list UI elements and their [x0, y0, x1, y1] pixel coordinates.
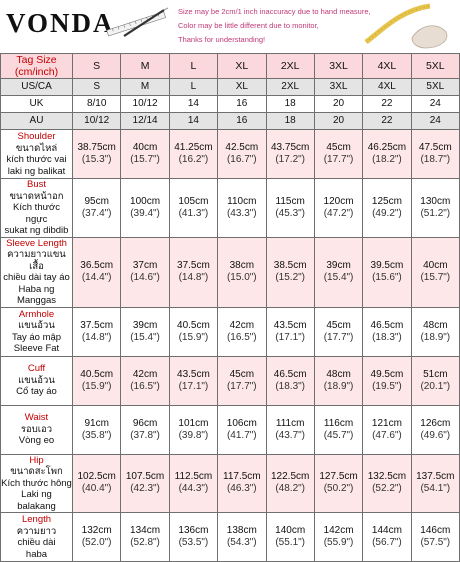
cm-value: 38.5cm	[273, 260, 307, 271]
cm-value: 46.5cm	[273, 368, 307, 380]
cm-value: 43.75cm	[271, 142, 310, 153]
size-system-value: 24	[411, 96, 459, 113]
inch-value: (45.3")	[275, 207, 306, 219]
measurement-label	[1, 405, 73, 454]
measurement-label	[1, 130, 73, 179]
measurement-value	[314, 307, 362, 356]
measurement-value	[73, 237, 121, 307]
inch-value: (14.4")	[81, 272, 112, 283]
inch-value: (53.5")	[178, 537, 209, 548]
measurement-value	[411, 513, 459, 562]
inch-value: (52.2")	[372, 483, 402, 495]
measurement-translation: แขนอ้วน	[18, 320, 55, 331]
inch-value: (52.0")	[81, 537, 112, 548]
size-header: 4XL	[363, 54, 411, 79]
inch-value: (56.7")	[372, 537, 402, 548]
measurement-name: Waist	[24, 412, 49, 424]
cm-value: 42cm	[132, 368, 158, 380]
cm-value: 112.5cm	[174, 471, 213, 483]
size-header: M	[121, 54, 169, 79]
inch-value: (48.2")	[275, 483, 306, 495]
measurement-value	[266, 454, 314, 513]
measurement-value	[73, 513, 121, 562]
cm-value: 45cm	[229, 368, 255, 380]
cm-value: 121cm	[371, 417, 402, 429]
inch-value: (45.7")	[323, 429, 354, 441]
cm-value: 40cm	[423, 260, 448, 271]
inch-value: (16.2")	[178, 154, 209, 165]
measurement-value	[266, 405, 314, 454]
inch-value: (17.1")	[275, 331, 306, 343]
cm-value: 107.5cm	[125, 471, 165, 483]
measurement-value	[73, 454, 121, 513]
cm-value: 42cm	[229, 319, 255, 331]
measurement-translation: haba	[25, 548, 48, 560]
inch-value: (18.7")	[420, 154, 451, 165]
size-header: S	[73, 54, 121, 79]
size-system-value: 12/14	[121, 113, 169, 130]
measurement-value	[218, 454, 266, 513]
measurement-value	[169, 356, 217, 405]
size-system-value: 8/10	[73, 96, 121, 113]
inch-value: (41.3")	[178, 207, 209, 219]
measurement-value	[363, 513, 411, 562]
measurement-row	[1, 130, 460, 179]
cm-value: 102.5cm	[77, 471, 116, 483]
cm-value: 46.25cm	[367, 142, 407, 153]
measurement-value	[314, 356, 362, 405]
measurement-label	[1, 454, 73, 513]
measurement-value	[314, 130, 362, 179]
cm-value: 42.5cm	[225, 142, 259, 153]
brand-logo: VONDA	[6, 8, 115, 38]
size-system-value: 4XL	[363, 79, 411, 96]
measurement-row	[1, 356, 460, 405]
measurement-value	[314, 179, 362, 238]
inch-value: (15.9")	[81, 380, 112, 392]
cm-value: 117.5cm	[223, 471, 261, 483]
measurement-value	[169, 405, 217, 454]
size-system-value: 22	[363, 113, 411, 130]
size-system-row	[1, 96, 460, 113]
measurement-translation: ขนาดหน้าอก	[9, 190, 64, 202]
size-system-value: 18	[266, 96, 314, 113]
size-system-value: 16	[218, 96, 266, 113]
inch-value: (18.3")	[372, 331, 402, 343]
size-system-value: 2XL	[266, 79, 314, 96]
inch-value: (54.1")	[420, 483, 451, 495]
measurement-label	[1, 513, 73, 562]
size-system-value: M	[121, 79, 169, 96]
inch-value: (18.9")	[420, 331, 451, 343]
inch-value: (14.8")	[81, 331, 112, 343]
measurement-value	[314, 405, 362, 454]
size-chart-table	[0, 53, 460, 562]
measurement-translation: Sleeve Fat	[13, 343, 60, 354]
measurement-value	[121, 405, 169, 454]
cm-value: 37.5cm	[177, 260, 210, 271]
measurement-value	[266, 179, 314, 238]
note-line: Thanks for understanding!	[178, 35, 266, 44]
cm-value: 125cm	[371, 195, 402, 207]
cm-value: 43.5cm	[177, 368, 210, 380]
cm-value: 101cm	[178, 417, 209, 429]
note-line: Color may be little different due to monitor,	[178, 21, 319, 30]
measurement-value	[218, 179, 266, 238]
measurement-translation: Tay áo mập	[11, 331, 62, 343]
cm-value: 142cm	[323, 525, 354, 536]
size-system-value: S	[73, 79, 121, 96]
cm-value: 49.5cm	[370, 368, 404, 380]
size-header: 5XL	[411, 54, 459, 79]
inch-value: (15.3")	[81, 154, 112, 165]
inch-value: (20.1")	[420, 380, 451, 392]
inch-value: (47.2")	[323, 207, 354, 219]
cm-value: 39cm	[132, 319, 158, 331]
inch-value: (17.2")	[275, 154, 306, 165]
size-header: 3XL	[314, 54, 362, 79]
measurement-value	[73, 130, 121, 179]
measurement-value	[73, 356, 121, 405]
measurement-value	[314, 454, 362, 513]
measurement-value	[121, 237, 169, 307]
measurement-translation: ความยาว	[16, 525, 57, 537]
cm-value: 51cm	[423, 368, 448, 380]
tag-size-header: Tag Size (cm/inch)	[1, 54, 73, 79]
measurement-value	[169, 237, 217, 307]
measurement-value	[218, 307, 266, 356]
inch-value: (46.3")	[226, 483, 257, 495]
inch-value: (16.5")	[226, 331, 257, 343]
size-header: XL	[218, 54, 266, 79]
inch-value: (18.3")	[275, 380, 306, 392]
cm-value: 46.5cm	[370, 319, 404, 331]
cm-value: 132cm	[81, 525, 112, 536]
size-system-value: 20	[314, 113, 362, 130]
measurement-value	[169, 130, 217, 179]
cm-value: 134cm	[130, 525, 161, 536]
measurement-value	[121, 307, 169, 356]
cm-value: 140cm	[275, 525, 306, 536]
measurement-translation: ความยาวแขนเสื้อ	[7, 249, 66, 272]
cm-value: 116cm	[323, 417, 354, 429]
measurement-value	[218, 356, 266, 405]
measurement-value	[169, 513, 217, 562]
inch-value: (39.8")	[178, 429, 209, 441]
measurement-name: Shoulder	[17, 131, 56, 142]
measurement-translation: laki ng balikat	[7, 165, 66, 177]
cm-value: 122.5cm	[271, 471, 310, 483]
cm-value: 132.5cm	[367, 471, 407, 483]
cm-value: 39cm	[326, 260, 351, 271]
measurement-value	[218, 513, 266, 562]
inch-value: (15.0")	[226, 272, 257, 283]
size-header: L	[169, 54, 217, 79]
inch-value: (15.4")	[323, 272, 354, 283]
inch-value: (15.7")	[420, 272, 451, 283]
measurement-translation: ขนาดไหล่	[15, 142, 58, 154]
cm-value: 105cm	[178, 195, 209, 207]
measurement-name: Armhole	[18, 308, 55, 320]
cm-value: 45cm	[326, 319, 351, 331]
cm-value: 47.5cm	[418, 142, 452, 153]
inch-value: (49.6")	[420, 429, 451, 441]
inch-value: (14.6")	[130, 272, 160, 283]
inch-value: (52.8")	[130, 537, 160, 548]
size-system-value: 14	[169, 96, 217, 113]
size-system-value: 5XL	[411, 79, 459, 96]
inch-value: (15.9")	[178, 331, 209, 343]
cm-value: 100cm	[130, 195, 161, 207]
inch-value: (55.1")	[275, 537, 306, 548]
inch-value: (41.7")	[226, 429, 257, 441]
inch-value: (43.3")	[226, 207, 257, 219]
measurement-row	[1, 513, 460, 562]
inch-value: (42.3")	[130, 483, 160, 495]
inch-value: (39.4")	[130, 207, 160, 219]
size-system-value: 24	[411, 113, 459, 130]
measurement-translation: ขนาดสะโพก	[10, 466, 63, 477]
inch-value: (17.7")	[323, 154, 354, 165]
inch-value: (55.9")	[323, 537, 354, 548]
size-system-label: AU	[1, 113, 73, 130]
measurement-value	[73, 405, 121, 454]
inch-value: (44.3")	[178, 483, 209, 495]
note-line: Size may be 2cm/1 inch inaccuracy due to hand measure,	[178, 7, 371, 16]
inch-value: (15.4")	[130, 331, 160, 343]
inch-value: (19.5")	[372, 380, 402, 392]
inch-value: (16.7")	[226, 154, 257, 165]
pen-ruler-icon	[104, 6, 174, 40]
measurement-value	[266, 356, 314, 405]
size-system-value: 20	[314, 96, 362, 113]
measurement-name: Length	[21, 514, 52, 525]
header	[0, 0, 460, 53]
inch-value: (51.2")	[420, 207, 451, 219]
inch-value: (37.8")	[130, 429, 160, 441]
cm-value: 96cm	[132, 417, 158, 429]
cm-value: 91cm	[84, 417, 109, 429]
measurement-translation: chiều dài	[17, 537, 56, 548]
cm-value: 39.5cm	[370, 260, 404, 271]
cm-value: 38cm	[229, 260, 255, 271]
measurement-value	[363, 179, 411, 238]
cm-value: 40.5cm	[80, 368, 114, 380]
cm-value: 48cm	[423, 319, 448, 331]
measurement-value	[363, 237, 411, 307]
measurement-value	[266, 307, 314, 356]
measurement-value	[169, 454, 217, 513]
measurement-value	[363, 356, 411, 405]
measurement-value	[411, 307, 459, 356]
size-system-label: US/CA	[1, 79, 73, 96]
measurement-label	[1, 237, 73, 307]
tape-measure-icon	[360, 2, 452, 50]
measurement-label	[1, 307, 73, 356]
measurement-value	[218, 237, 266, 307]
measurement-name: Cuff	[27, 363, 46, 375]
cm-value: 37cm	[132, 260, 158, 271]
size-system-value: L	[169, 79, 217, 96]
measurement-row	[1, 237, 460, 307]
measurement-translation: Kích thước hông	[1, 477, 72, 489]
measurement-name: Bust	[26, 179, 46, 190]
measurement-translation: Kích thước ngực	[13, 202, 60, 225]
cm-value: 45cm	[326, 142, 351, 153]
cm-value: 37.5cm	[80, 319, 114, 331]
measurement-row	[1, 307, 460, 356]
measurement-value	[363, 405, 411, 454]
measurement-value	[121, 179, 169, 238]
measurement-value	[169, 307, 217, 356]
inch-value: (15.6")	[372, 272, 402, 283]
size-system-value: 22	[363, 96, 411, 113]
size-system-value: 10/12	[73, 113, 121, 130]
measurement-value	[363, 454, 411, 513]
cm-value: 127.5cm	[319, 471, 358, 483]
cm-value: 41.25cm	[174, 142, 213, 153]
cm-value: 36.5cm	[80, 260, 114, 271]
inch-value: (37.4")	[81, 207, 112, 219]
size-system-value: 3XL	[314, 79, 362, 96]
measurement-translation: chiều dài tay áo	[3, 272, 70, 283]
measurement-value	[121, 130, 169, 179]
inch-value: (50.2")	[323, 483, 354, 495]
cm-value: 95cm	[84, 195, 109, 207]
measurement-value	[314, 513, 362, 562]
measurement-value	[266, 237, 314, 307]
measurement-name: Hip	[29, 454, 44, 466]
measurement-value	[411, 356, 459, 405]
size-header: 2XL	[266, 54, 314, 79]
inch-value: (54.3")	[226, 537, 257, 548]
measurement-label	[1, 356, 73, 405]
inch-value: (18.9")	[323, 380, 354, 392]
measurement-value	[266, 130, 314, 179]
cm-value: 146cm	[420, 525, 451, 536]
measurement-translation: sukat ng dibdib	[4, 225, 69, 236]
measurement-value	[218, 130, 266, 179]
cm-value: 136cm	[178, 525, 209, 536]
measure-notes	[178, 5, 371, 47]
cm-value: 38.75cm	[77, 142, 116, 153]
measurement-value	[266, 513, 314, 562]
size-system-value: 16	[218, 113, 266, 130]
measurement-value	[411, 454, 459, 513]
inch-value: (17.7")	[323, 331, 354, 343]
inch-value: (57.5")	[420, 537, 451, 548]
inch-value: (47.6")	[372, 429, 402, 441]
inch-value: (15.2")	[275, 272, 306, 283]
measurement-value	[411, 179, 459, 238]
cm-value: 48cm	[326, 368, 351, 380]
inch-value: (16.5")	[130, 380, 160, 392]
size-system-row	[1, 79, 460, 96]
measurement-label	[1, 179, 73, 238]
cm-value: 138cm	[226, 525, 257, 536]
measurement-value	[121, 513, 169, 562]
measurement-translation: Vòng eo	[18, 435, 55, 447]
measurement-value	[73, 179, 121, 238]
measurement-row	[1, 454, 460, 513]
measurement-value	[363, 307, 411, 356]
measurement-translation: รอบเอว	[20, 423, 53, 435]
inch-value: (17.7")	[226, 380, 257, 392]
cm-value: 40cm	[132, 142, 158, 153]
inch-value: (15.7")	[130, 154, 160, 165]
measurement-translation: Haba ng Manggas	[16, 283, 57, 306]
cm-value: 111cm	[275, 417, 305, 429]
inch-value: (14.8")	[178, 272, 209, 283]
measurement-name: Sleeve Length	[6, 237, 67, 249]
header-row	[1, 54, 460, 79]
measurement-translation: แขนอ้วน	[18, 374, 55, 386]
measurement-row	[1, 179, 460, 238]
cm-value: 130cm	[420, 195, 451, 207]
measurement-value	[218, 405, 266, 454]
size-system-row	[1, 113, 460, 130]
cm-value: 110cm	[227, 195, 257, 207]
measurement-value	[121, 356, 169, 405]
measurement-value	[363, 130, 411, 179]
cm-value: 144cm	[371, 525, 402, 536]
measurement-value	[314, 237, 362, 307]
cm-value: 115cm	[275, 195, 305, 207]
cm-value: 40.5cm	[177, 319, 210, 331]
cm-value: 126cm	[420, 417, 451, 429]
cm-value: 120cm	[323, 195, 354, 207]
measurement-row	[1, 405, 460, 454]
measurement-translation: Laki ng balakang	[17, 489, 56, 512]
size-system-value: 18	[266, 113, 314, 130]
inch-value: (49.2")	[372, 207, 402, 219]
cm-value: 137.5cm	[416, 471, 455, 483]
size-system-value: XL	[218, 79, 266, 96]
inch-value: (43.7")	[275, 429, 306, 441]
cm-value: 106cm	[226, 417, 257, 429]
cm-value: 43.5cm	[273, 319, 307, 331]
measurement-translation: Cổ tay áo	[16, 386, 57, 398]
measurement-value	[411, 130, 459, 179]
measurement-value	[169, 179, 217, 238]
measurement-translation: kích thước vai	[6, 154, 67, 165]
measurement-value	[411, 237, 459, 307]
size-system-value: 14	[169, 113, 217, 130]
measurement-value	[73, 307, 121, 356]
size-system-label: UK	[1, 96, 73, 113]
inch-value: (35.8")	[81, 429, 112, 441]
size-system-value: 10/12	[121, 96, 169, 113]
inch-value: (18.2")	[372, 154, 402, 165]
inch-value: (17.1")	[178, 380, 209, 392]
measurement-value	[121, 454, 169, 513]
measurement-value	[411, 405, 459, 454]
inch-value: (40.4")	[81, 483, 112, 495]
